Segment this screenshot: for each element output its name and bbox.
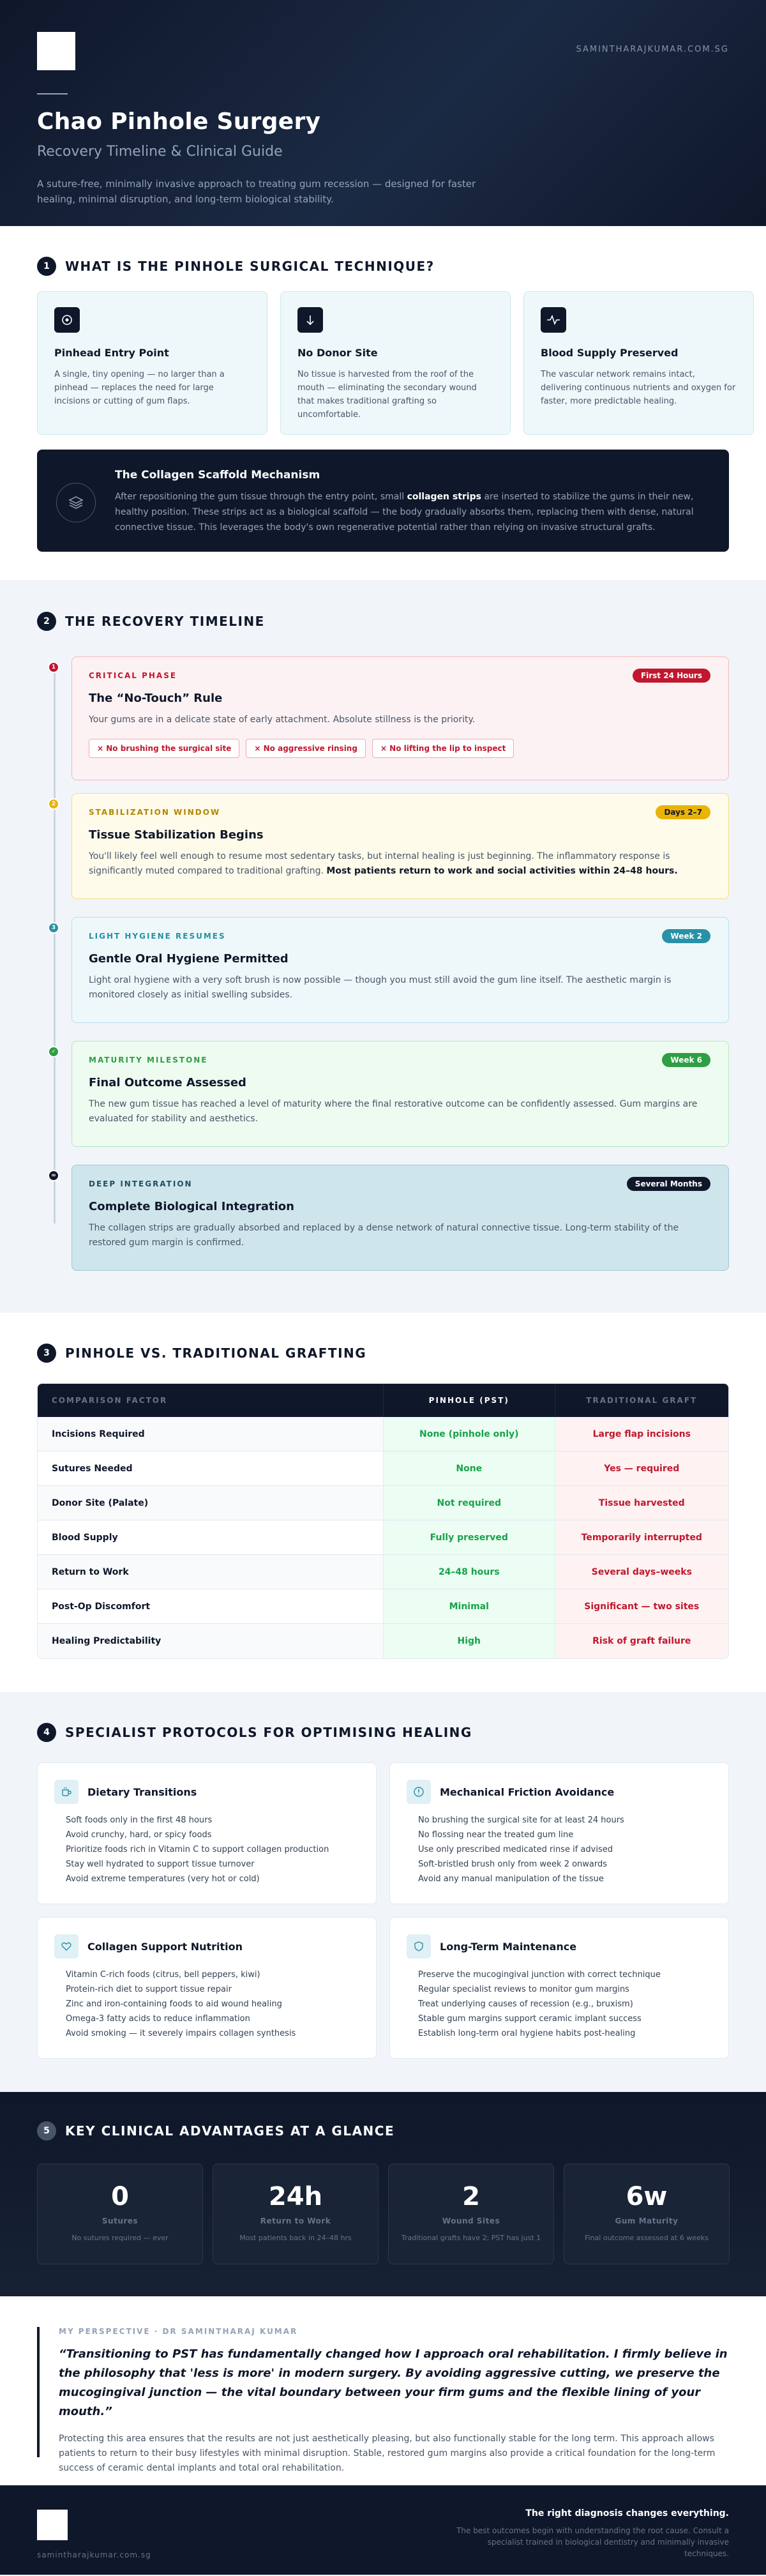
section-advantages bbox=[0, 2092, 766, 2296]
scaffold-text: After repositioning the gum tissue through the entry point, small collagen strips are inserted to stabilize the gums in their new, healthy position. These strips act as a biological scaffold — the body gradually absorbs them, replacing them with dense, natural connective tissue. This leverages the body's own regenerative potential rather than relying on invasive structural grafts. bbox=[115, 492, 694, 533]
time-badge: Week 2 bbox=[662, 929, 710, 943]
section-comparison bbox=[0, 1313, 766, 1692]
section-heading bbox=[37, 2121, 394, 2140]
column-header: COMPARISON FACTOR bbox=[52, 1396, 168, 1405]
row-factor: Blood Supply bbox=[52, 1532, 118, 1543]
target-icon bbox=[54, 307, 80, 333]
time-badge: Week 6 bbox=[662, 1053, 710, 1067]
list-item: No brushing the surgical site for at least 24 hours bbox=[418, 1815, 624, 1825]
list-item: Regular specialist reviews to monitor gum margins bbox=[418, 1985, 629, 1994]
time-badge: First 24 Hours bbox=[633, 669, 710, 683]
protocol-title: Long-Term Maintenance bbox=[440, 1940, 577, 1953]
table-row bbox=[38, 1486, 728, 1520]
protocol-list bbox=[407, 1813, 712, 1886]
table-row bbox=[38, 1589, 728, 1624]
table-row bbox=[38, 1624, 728, 1658]
timeline-title: Tissue Stabilization Begins bbox=[89, 828, 264, 842]
stat-note: Traditional grafts have 2; PST has just 1 bbox=[401, 2234, 541, 2242]
timeline-title: The “No-Touch” Rule bbox=[89, 692, 223, 705]
section-number: 3 bbox=[37, 1344, 56, 1363]
list-item: Avoid extreme temperatures (very hot or cold) bbox=[66, 1874, 260, 1884]
quote-author: MY PERSPECTIVE · DR SAMINTHARAJ KUMAR bbox=[59, 2327, 298, 2336]
section-heading bbox=[37, 612, 265, 631]
list-item: Use only prescribed medicated rinse if advised bbox=[418, 1845, 613, 1854]
timeline-text: You'll likely feel well enough to resume most sedentary tasks, but internal healing is just beginning. The inflammatory response is significantly muted compared to traditional grafting. Most patients return to work and social activities within 24–48 hours. bbox=[89, 851, 678, 876]
section-title: SPECIALIST PROTOCOLS FOR OPTIMISING HEALING bbox=[65, 1725, 472, 1740]
timeline-item bbox=[71, 1041, 729, 1147]
row-graft: Risk of graft failure bbox=[555, 1624, 728, 1658]
stat-card bbox=[213, 2163, 379, 2264]
stat-value: 24h bbox=[268, 2182, 323, 2211]
quote-paragraph: Protecting this area ensures that the results are not just aesthetically pleasing, but also functionally stable for the long term. This approach allows patients to return to their busy lifestyles with minimal disruption. Stable, restored gum margins also provide a critical foundation for the long-term success of ceramic dental implants and total oral rehabilitation. bbox=[59, 2434, 716, 2473]
stat-label: Gum Maturity bbox=[615, 2216, 679, 2225]
row-pinhole: None bbox=[383, 1451, 555, 1485]
list-item: Soft foods only in the first 48 hours bbox=[66, 1815, 213, 1825]
stat-card bbox=[564, 2163, 730, 2264]
table-row bbox=[38, 1555, 728, 1589]
list-item: Omega-3 fatty acids to reduce inflammation bbox=[66, 2014, 250, 2024]
stat-card bbox=[388, 2163, 554, 2264]
row-pinhole: Minimal bbox=[383, 1589, 555, 1623]
feature-card bbox=[280, 291, 511, 435]
stat-note: Most patients back in 24–48 hrs bbox=[239, 2234, 352, 2242]
section-timeline bbox=[0, 580, 766, 1313]
feature-text: The vascular network remains intact, delivering continuous nutrients and oxygen for faster, more predictable healing. bbox=[541, 370, 736, 406]
row-pinhole: High bbox=[383, 1624, 555, 1658]
timeline-title: Gentle Oral Hygiene Permitted bbox=[89, 952, 289, 966]
section-number: 4 bbox=[37, 1723, 56, 1742]
row-pinhole: 24–48 hours bbox=[383, 1555, 555, 1589]
timeline-dot: ✓ bbox=[48, 1046, 59, 1057]
row-graft: Temporarily interrupted bbox=[555, 1520, 728, 1554]
timeline-line bbox=[54, 662, 56, 1224]
section-heading bbox=[37, 257, 435, 276]
timeline-dot: 1 bbox=[48, 662, 59, 673]
timeline-text: Your gums are in a delicate state of early attachment. Absolute stillness is the priority. bbox=[89, 715, 476, 725]
stat-value: 6w bbox=[626, 2182, 668, 2211]
protocol-title: Mechanical Friction Avoidance bbox=[440, 1785, 615, 1798]
stat-card bbox=[37, 2163, 203, 2264]
list-item: Stable gum margins support ceramic implant success bbox=[418, 2014, 642, 2024]
table-row bbox=[38, 1451, 728, 1486]
section-number: 1 bbox=[37, 257, 56, 276]
stat-value: 0 bbox=[111, 2182, 129, 2211]
timeline-text: The collagen strips are gradually absorbed and replaced by a dense network of natural connective tissue. Long-term stability of the restored gum margin is confirmed. bbox=[89, 1223, 679, 1248]
perspective-quote bbox=[37, 2327, 729, 2473]
column-header: TRADITIONAL GRAFT bbox=[555, 1384, 728, 1417]
timeline-text: The new gum tissue has reached a level of maturity where the final restorative outcome can be confidently assessed. Gum margins are evaluated for stability and aesthetics. bbox=[89, 1099, 698, 1124]
row-graft: Yes — required bbox=[555, 1451, 728, 1485]
list-item: Treat underlying causes of recession (e.g., bruxism) bbox=[418, 1999, 633, 2009]
heart-icon bbox=[54, 1934, 79, 1959]
list-item: Prioritize foods rich in Vitamin C to support collagen production bbox=[66, 1845, 329, 1854]
row-factor: Donor Site (Palate) bbox=[38, 1486, 383, 1520]
protocol-title: Collagen Support Nutrition bbox=[87, 1940, 243, 1953]
table-row bbox=[38, 1417, 728, 1451]
feature-card bbox=[523, 291, 754, 435]
row-factor: Sutures Needed bbox=[52, 1463, 133, 1474]
protocol-list bbox=[407, 1967, 712, 2041]
row-pinhole: Fully preserved bbox=[383, 1520, 555, 1554]
protocol-title: Dietary Transitions bbox=[87, 1785, 197, 1798]
feature-cards bbox=[37, 291, 754, 435]
section-perspective bbox=[0, 2296, 766, 2485]
section-title: PINHOLE VS. TRADITIONAL GRAFTING bbox=[65, 1345, 367, 1361]
scaffold-panel bbox=[37, 450, 729, 552]
stat-label: Return to Work bbox=[260, 2216, 331, 2225]
feature-title: No Donor Site bbox=[297, 347, 378, 359]
protocol-card bbox=[389, 1762, 729, 1904]
row-graft: Large flap incisions bbox=[555, 1417, 728, 1451]
timeline-dot: 3 bbox=[48, 922, 59, 934]
phase-label: LIGHT HYGIENE RESUMES bbox=[89, 932, 226, 941]
scaffold-title: The Collagen Scaffold Mechanism bbox=[115, 469, 320, 481]
row-factor: Post-Op Discomfort bbox=[52, 1601, 151, 1612]
timeline-title: Complete Biological Integration bbox=[89, 1200, 294, 1213]
section-title: THE RECOVERY TIMELINE bbox=[65, 614, 265, 629]
list-item: Establish long-term oral hygiene habits post-healing bbox=[418, 2029, 636, 2038]
hero-description: A suture-free, minimally invasive approach to treating gum recession — designed for faster healing, minimal disruption, and long-term biological stability. bbox=[37, 178, 476, 205]
time-badge: Days 2–7 bbox=[656, 805, 710, 819]
section-heading bbox=[37, 1344, 366, 1363]
section-protocols bbox=[0, 1692, 766, 2092]
list-item: Avoid crunchy, hard, or spicy foods bbox=[66, 1830, 212, 1840]
site-url[interactable]: SAMINTHARAJKUMAR.COM.SG bbox=[576, 45, 729, 54]
phase-label: DEEP INTEGRATION bbox=[89, 1179, 193, 1188]
timeline-title: Final Outcome Assessed bbox=[89, 1076, 246, 1089]
pulse-icon bbox=[541, 307, 566, 333]
table-header bbox=[38, 1384, 728, 1417]
stat-label: Wound Sites bbox=[442, 2216, 500, 2225]
feature-text: A single, tiny opening — no larger than a pinhead — replaces the need for large incisions or cutting of gum flaps. bbox=[54, 370, 225, 406]
timeline-item bbox=[71, 793, 729, 899]
footer-site-link[interactable]: samintharajkumar.com.sg bbox=[37, 2550, 151, 2559]
list-item: Avoid any manual manipulation of the tissue bbox=[418, 1874, 604, 1884]
page-subtitle: Recovery Timeline & Clinical Guide bbox=[37, 144, 283, 160]
quote-text: “Transitioning to PST has fundamentally changed how I approach oral rehabilitation. I firmly believe in the philosophy that 'less is more' in modern surgery. By avoiding aggressive cutting, we preserve the mucogingival junction — the vital boundary between your firm gums and the flexible lining of your mouth.” bbox=[59, 2347, 728, 2418]
timeline-item bbox=[71, 656, 729, 780]
list-item: Vitamin C-rich foods (citrus, bell peppers, kiwi) bbox=[66, 1970, 260, 1980]
phase-label: MATURITY MILESTONE bbox=[89, 1056, 208, 1064]
shield-icon bbox=[407, 1934, 431, 1959]
row-pinhole: None (pinhole only) bbox=[383, 1417, 555, 1451]
list-item: Stay well hydrated to support tissue turnover bbox=[66, 1860, 255, 1869]
row-graft: Significant — two sites bbox=[555, 1589, 728, 1623]
footer bbox=[0, 2485, 766, 2575]
restriction-tags bbox=[89, 739, 712, 758]
list-item: Zinc and iron-containing foods to aid wound healing bbox=[66, 1999, 282, 2009]
protocol-card bbox=[389, 1917, 729, 2059]
restriction-tag: × No lifting the lip to inspect bbox=[372, 739, 514, 758]
cup-icon bbox=[54, 1780, 79, 1804]
stat-value: 2 bbox=[462, 2182, 480, 2211]
section-number: 2 bbox=[37, 612, 56, 631]
alert-icon bbox=[407, 1780, 431, 1804]
feature-card bbox=[37, 291, 267, 435]
row-factor: Incisions Required bbox=[38, 1417, 383, 1451]
section-number: 5 bbox=[37, 2121, 56, 2140]
row-graft: Tissue harvested bbox=[555, 1486, 728, 1520]
no-donor-icon bbox=[297, 307, 323, 333]
phase-label: CRITICAL PHASE bbox=[89, 671, 177, 680]
stat-label: Sutures bbox=[101, 2216, 139, 2225]
feature-text: No tissue is harvested from the roof of the mouth — eliminating the secondary wound that makes traditional grafting so uncomfortable. bbox=[297, 370, 477, 420]
protocol-card bbox=[37, 1917, 377, 2059]
timeline-item bbox=[71, 1165, 729, 1271]
section-heading bbox=[37, 1723, 472, 1742]
list-item: Avoid smoking — it severely impairs collagen synthesis bbox=[66, 2029, 296, 2038]
feature-title: Blood Supply Preserved bbox=[541, 347, 679, 359]
section-technique bbox=[0, 226, 766, 580]
protocol-list bbox=[54, 1813, 359, 1886]
list-item: Soft-bristled brush only from week 2 onwards bbox=[418, 1860, 608, 1869]
page-title: Chao Pinhole Surgery bbox=[37, 109, 321, 135]
footer-logo bbox=[37, 2510, 68, 2540]
stat-note: No sutures required — ever bbox=[71, 2234, 169, 2242]
row-factor: Return to Work bbox=[38, 1555, 383, 1589]
hero bbox=[0, 0, 766, 226]
phase-label: STABILIZATION WINDOW bbox=[89, 808, 221, 817]
footer-title: The right diagnosis changes everything. bbox=[525, 2508, 729, 2519]
restriction-tag: × No aggressive rinsing bbox=[246, 739, 366, 758]
restriction-tag: × No brushing the surgical site bbox=[89, 739, 239, 758]
section-title: KEY CLINICAL ADVANTAGES AT A GLANCE bbox=[65, 2123, 395, 2139]
logo bbox=[37, 32, 75, 70]
timeline-item bbox=[71, 917, 729, 1023]
timeline-dot: ∞ bbox=[48, 1170, 59, 1181]
timeline-text: Light oral hygiene with a very soft brush is now possible — though you must still avoid the gum line itself. The aesthetic margin is monitored closely as initial swelling subsides. bbox=[89, 975, 672, 1000]
list-item: Protein-rich diet to support tissue repair bbox=[66, 1985, 232, 1994]
stat-note: Final outcome assessed at 6 weeks bbox=[585, 2234, 709, 2242]
row-factor: Healing Predictability bbox=[38, 1624, 383, 1658]
section-title: WHAT IS THE PINHOLE SURGICAL TECHNIQUE? bbox=[65, 259, 435, 274]
protocol-list bbox=[54, 1967, 359, 2041]
protocol-card bbox=[37, 1762, 377, 1904]
footer-text: The best outcomes begin with understanding the root cause. Consult a specialist trained in biological dentistry and minimally invasive techniques. bbox=[456, 2526, 729, 2558]
column-header: PINHOLE (PST) bbox=[383, 1384, 555, 1417]
comparison-table bbox=[37, 1383, 729, 1659]
feature-title: Pinhead Entry Point bbox=[54, 347, 169, 359]
layers-icon bbox=[56, 483, 96, 522]
time-badge: Several Months bbox=[627, 1177, 710, 1191]
table-row bbox=[38, 1520, 728, 1555]
row-graft: Several days–weeks bbox=[555, 1555, 728, 1589]
list-item: No flossing near the treated gum line bbox=[418, 1830, 574, 1840]
row-pinhole: Not required bbox=[383, 1486, 555, 1520]
list-item: Preserve the mucogingival junction with correct technique bbox=[418, 1970, 661, 1980]
divider bbox=[37, 93, 68, 95]
timeline-dot: 2 bbox=[48, 798, 59, 810]
